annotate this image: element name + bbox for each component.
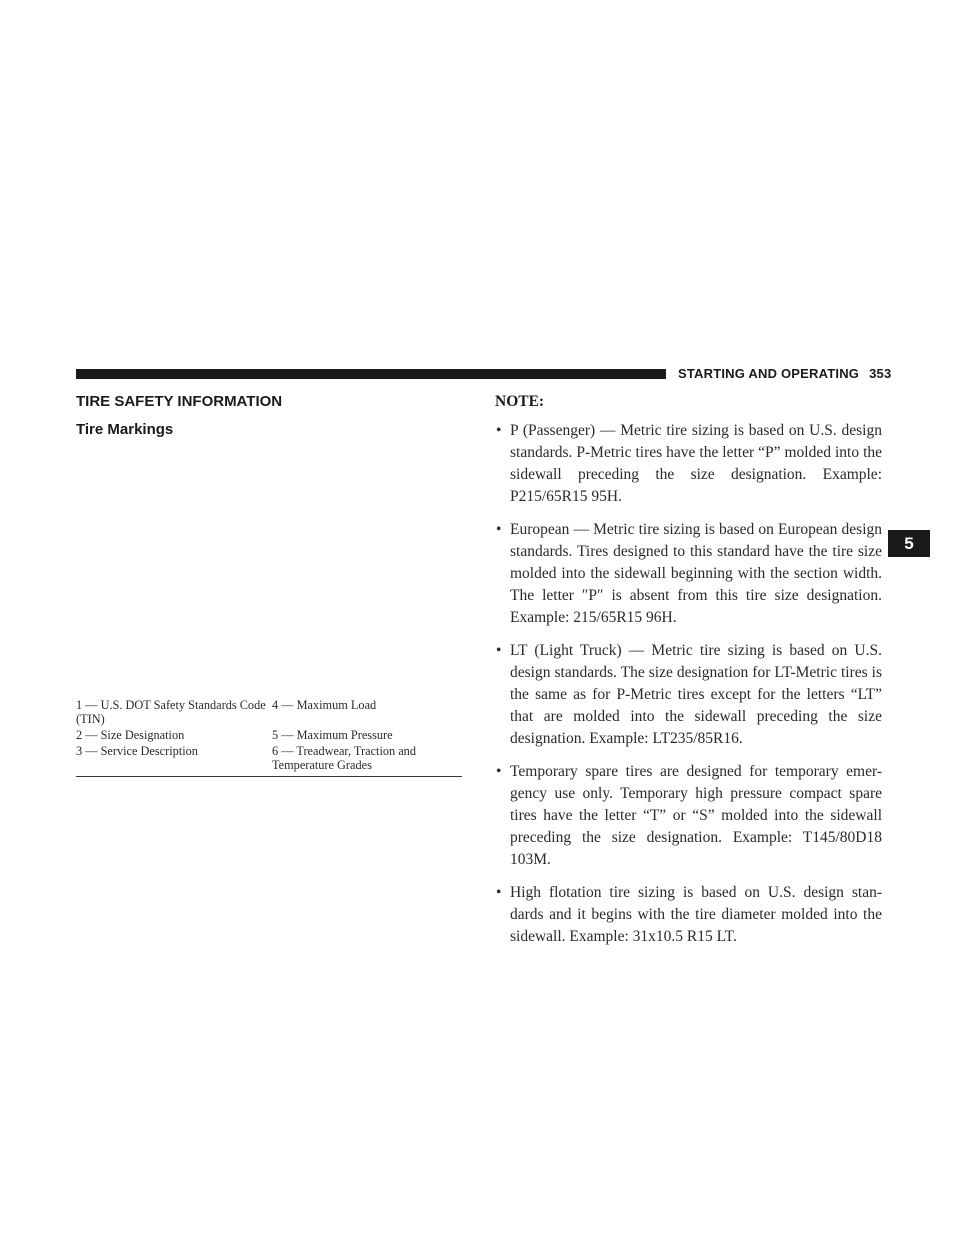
legend-item: 2 — Size Designation: [76, 728, 185, 742]
figure-legend: [76, 698, 462, 774]
note-bullet-item: [495, 882, 882, 948]
legend-item: 1 — U.S. DOT Safety Standards Code (TIN): [76, 698, 266, 726]
bullet-icon: •: [496, 884, 502, 901]
legend-item: 4 — Maximum Load: [272, 698, 377, 712]
note-label: NOTE:: [495, 393, 545, 410]
note-bullet-item: [495, 519, 882, 629]
bullet-icon: •: [496, 521, 502, 538]
bullet-text: High flotation tire sizing is based on U.S. design stan- dards and it begins with the tire diameter molded into the sidewall. Example: 31x10.5 R15 LT.: [510, 884, 882, 945]
running-header: [678, 366, 891, 381]
note-bullet-item: [495, 761, 882, 871]
legend-item: 5 — Maximum Pressure: [272, 728, 393, 742]
note-bullet-list: [495, 420, 882, 959]
bullet-text: P (Passenger) — Metric tire sizing is based on U.S. design standards. P-Metric tires have the letter “P” molded into the sidewall preceding the size designation. Example: P215/65R15 95H.: [510, 422, 882, 505]
bullet-text: LT (Light Truck) — Metric tire sizing is based on U.S. design standards. The size designation for LT-Metric tires is the same as for P-Metric tires except for the letters “LT” that are molded into the sidewall preceding the size designation. Example: LT235/85R16.: [510, 642, 882, 747]
legend-row: [76, 728, 462, 742]
bullet-icon: •: [496, 422, 502, 439]
section-title: TIRE SAFETY INFORMATION: [76, 393, 283, 410]
legend-item: 6 — Treadwear, Traction and Temperature Grades: [272, 744, 416, 772]
bullet-icon: •: [496, 763, 502, 780]
legend-divider: [76, 776, 462, 777]
page-number: 353: [869, 366, 892, 381]
bullet-text: European — Metric tire sizing is based on European design standards. Tires designed to this standard have the tire size molded into the sidewall beginning with the section width. The letter ″P″ is absent from this tire size designation. Example: 215/65R15 96H.: [510, 521, 882, 626]
running-header-section: STARTING AND OPERATING: [678, 366, 860, 381]
bullet-icon: •: [496, 642, 502, 659]
note-bullet-item: [495, 640, 882, 750]
bullet-text: Temporary spare tires are designed for temporary emer- gency use only. Temporary high pressure compact spare tires have the letter “T” or “S” molded into the sidewall preceding the size designation. Example: T145/80D18 103M.: [510, 763, 882, 868]
header-rule: [76, 369, 666, 379]
subsection-title: Tire Markings: [76, 421, 174, 438]
legend-item: 3 — Service Description: [76, 744, 198, 758]
legend-row: [76, 744, 462, 772]
tire-markings-figure: [76, 450, 462, 690]
note-bullet-item: [495, 420, 882, 508]
chapter-tab: 5: [888, 530, 930, 557]
legend-row: [76, 698, 462, 726]
